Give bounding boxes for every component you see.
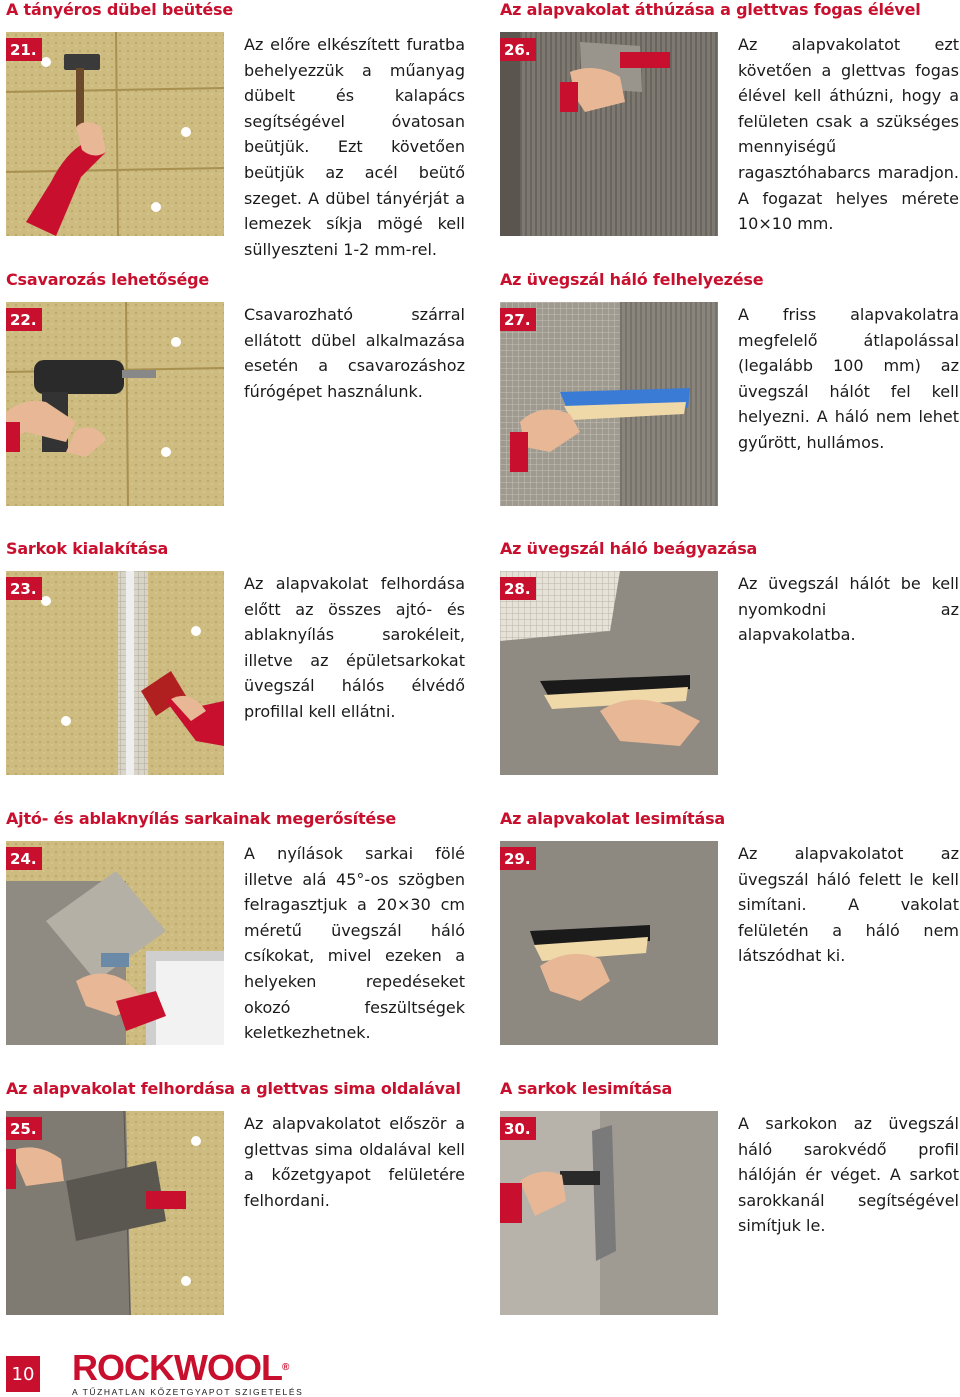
step-text: Csavarozható szárral ellátott dübel alkalmazása esetén a csavarozáshoz fúrógépet használunk. [244,305,465,401]
hammer-dowel-photo [6,32,224,236]
step-number-badge: 30. [500,1117,536,1140]
step-21 [0,0,480,260]
step-title: Az üvegszál háló beágyazása [500,539,758,558]
mesh-embedding-photo [500,571,718,775]
step-28 [494,539,960,799]
step-number-badge: 29. [500,847,536,870]
registered-mark: ® [281,1362,289,1373]
step-text: A friss alapvakolatra megfelelő átlapolással (legalább 100 mm) az üvegszál hálót fel kell helyezni. A háló nem lehet gyűrött, hullámos. [738,305,959,452]
step-number-badge: 24. [6,847,42,870]
step-number-badge: 22. [6,308,42,331]
step-30 [494,1079,960,1339]
step-number-badge: 21. [6,38,42,61]
step-title: Sarkok kialakítása [6,539,169,558]
step-text: A sarkokon az üvegszál háló sarokvédő profil hálóján ér véget. A sarkot sarokkanál segítségével simítjuk le. [738,1114,959,1236]
brand-name: ROCKWOOL [72,1347,282,1388]
step-title: Az alapvakolat lesimítása [500,809,725,828]
step-number-badge: 27. [500,308,536,331]
step-title: Az alapvakolat felhordása a glettvas sima oldalával [6,1079,461,1098]
step-27 [494,270,960,530]
step-23 [0,539,480,799]
trowel-smooth-photo [6,1111,224,1315]
step-title: Csavarozás lehetősége [6,270,210,289]
step-number-badge: 26. [500,38,536,61]
mesh-placement-photo [500,302,718,506]
rockwool-logo [72,1347,304,1397]
step-25 [0,1079,480,1339]
step-text: Az alapvakolat felhordása előtt az összes ajtó- és ablaknyílás sarokéleit, illetve az épületsarkokat üvegszál hálós élvédő profillal kell ellátni. [244,574,465,721]
step-number-badge: 23. [6,577,42,600]
notched-trowel-photo [500,32,718,236]
step-text: Az üvegszál hálót be kell nyomkodni az alapvakolatba. [738,574,959,645]
step-number-badge: 28. [500,577,536,600]
step-24 [0,809,480,1069]
step-text: Az előre elkészített furatba behelyezzük a műanyag dübelt és kalapács segítségével óvatosan beütjük. Ezt követően beütjük az acél beütő szeget. A dübel tányérját a lemezek síkja mögé kell süllyeszteni 1-2 mm-rel. [244,35,465,259]
step-29 [494,809,960,1069]
step-title: Az alapvakolat áthúzása a glettvas fogas élével [500,0,921,19]
step-number-badge: 25. [6,1117,42,1140]
brand-tagline: A TŰZHATLAN KŐZETGYAPOT SZIGETELÉS [72,1387,304,1397]
step-title: Az üvegszál háló felhelyezése [500,270,764,289]
step-title: Ajtó- és ablaknyílás sarkainak megerősítése [6,809,397,828]
window-corner-photo [6,841,224,1045]
corner-profile-photo [6,571,224,775]
step-title: A sarkok lesimítása [500,1079,673,1098]
step-text: Az alapvakolatot az üvegszál háló felett le kell simítani. A vakolat felületén a háló nem látszódhat ki. [738,844,959,966]
step-text: Az alapvakolatot ezt követően a glettvas fogas élével kell áthúzni, hogy a felületen csak a szükséges mennyiségű ragasztóhabarcs maradjon. A fogazat helyes mérete 10×10 mm. [738,35,959,234]
step-22 [0,270,480,530]
corner-smoothing-photo [500,1111,718,1315]
step-title: A tányéros dübel beütése [6,0,234,19]
step-26 [494,0,960,260]
drill-photo [6,302,224,506]
page-number: 10 [6,1356,40,1392]
smoothing-photo [500,841,718,1045]
step-text: Az alapvakolatot először a glettvas sima oldalával kell a kőzetgyapot felületére felhordani. [244,1114,465,1210]
step-text: A nyílások sarkai fölé illetve alá 45°-os szögben felragasztjuk a 20×30 cm méretű üvegszál háló csíkokat, mivel ezeken a helyeken repedéseket okozó feszültségek keletkezhetnek. [244,844,465,1043]
